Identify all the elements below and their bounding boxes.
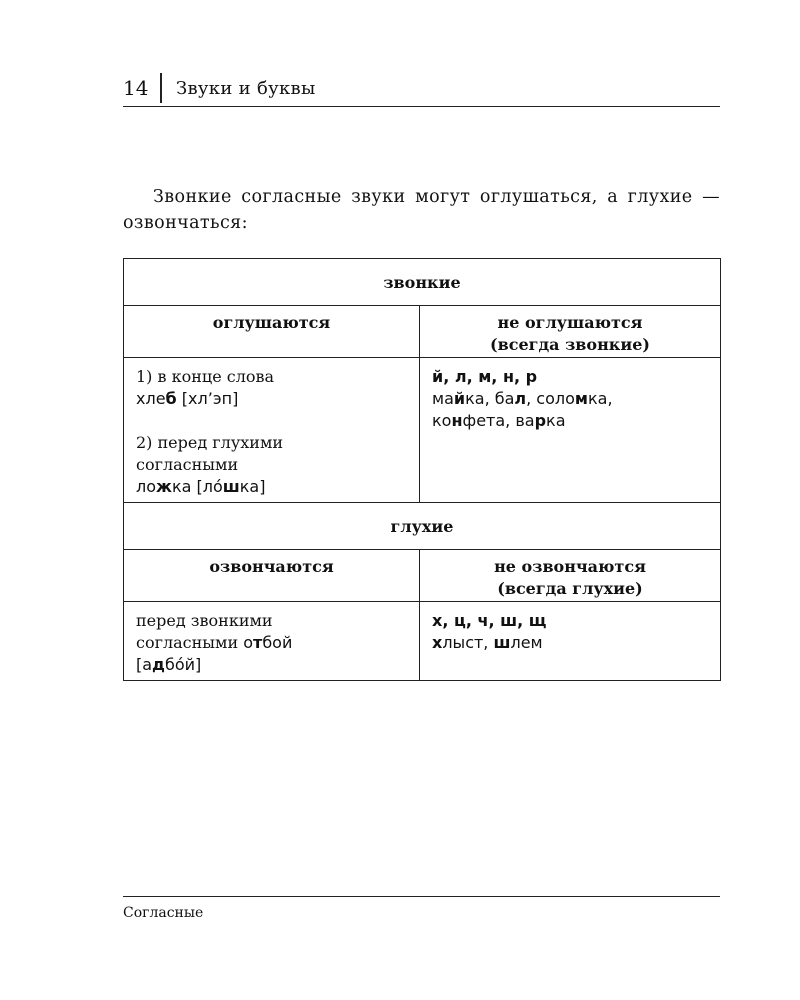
always-voiceless-cell <box>420 602 721 681</box>
section-name: Согласные <box>123 905 204 921</box>
example-transcription: [адбо́й] <box>136 655 202 674</box>
chapter-title: Звуки и буквы <box>175 77 316 99</box>
intro-paragraph: Звонкие согласные звуки могут оглушаться, а глухие — озвончаться: <box>123 187 720 233</box>
table-row <box>124 306 721 358</box>
example-line: хлыст, шлем <box>432 633 543 652</box>
header-divider <box>160 73 162 103</box>
col-header-not-devoiced: не оглушаются (всегда звонкие) <box>420 306 721 358</box>
always-voiced-cell <box>420 358 721 503</box>
table-row <box>124 358 721 503</box>
consonant-rules-table <box>123 258 721 681</box>
col-header-devoiced: оглушаются <box>124 306 420 358</box>
running-footer <box>123 896 720 921</box>
table-row <box>124 550 721 602</box>
voicing-rules-cell: перед звонкими согласными отбой [адбо́й] <box>124 602 420 681</box>
table-row <box>124 602 721 681</box>
running-header <box>123 70 720 107</box>
voiceless-letters: х, ц, ч, ш, щ <box>432 611 547 630</box>
table-row <box>124 503 721 550</box>
page-number: 14 <box>123 76 149 100</box>
devoicing-rules-cell: 1) в конце слова хлеб [хл’эп] 2) перед глухими согласными ложка [ло́шка] <box>124 358 420 503</box>
example-hleb: хлеб [хл’эп] <box>136 389 239 408</box>
sonorant-letters: й, л, м, н, р <box>432 367 538 386</box>
col-header-not-voiced-up: не озвончаются (всегда глухие) <box>420 550 721 602</box>
table-row <box>124 259 721 306</box>
col-header-voiced-up: озвончаются <box>124 550 420 602</box>
voiced-band: звонкие <box>124 259 721 306</box>
example-line: конфета, варка <box>432 411 566 430</box>
voiceless-band: глухие <box>124 503 721 550</box>
example-line: майка, бал, соломка, <box>432 389 613 408</box>
example-otboy: согласными отбой <box>136 633 293 652</box>
example-lozhka: ложка [ло́шка] <box>136 477 266 496</box>
